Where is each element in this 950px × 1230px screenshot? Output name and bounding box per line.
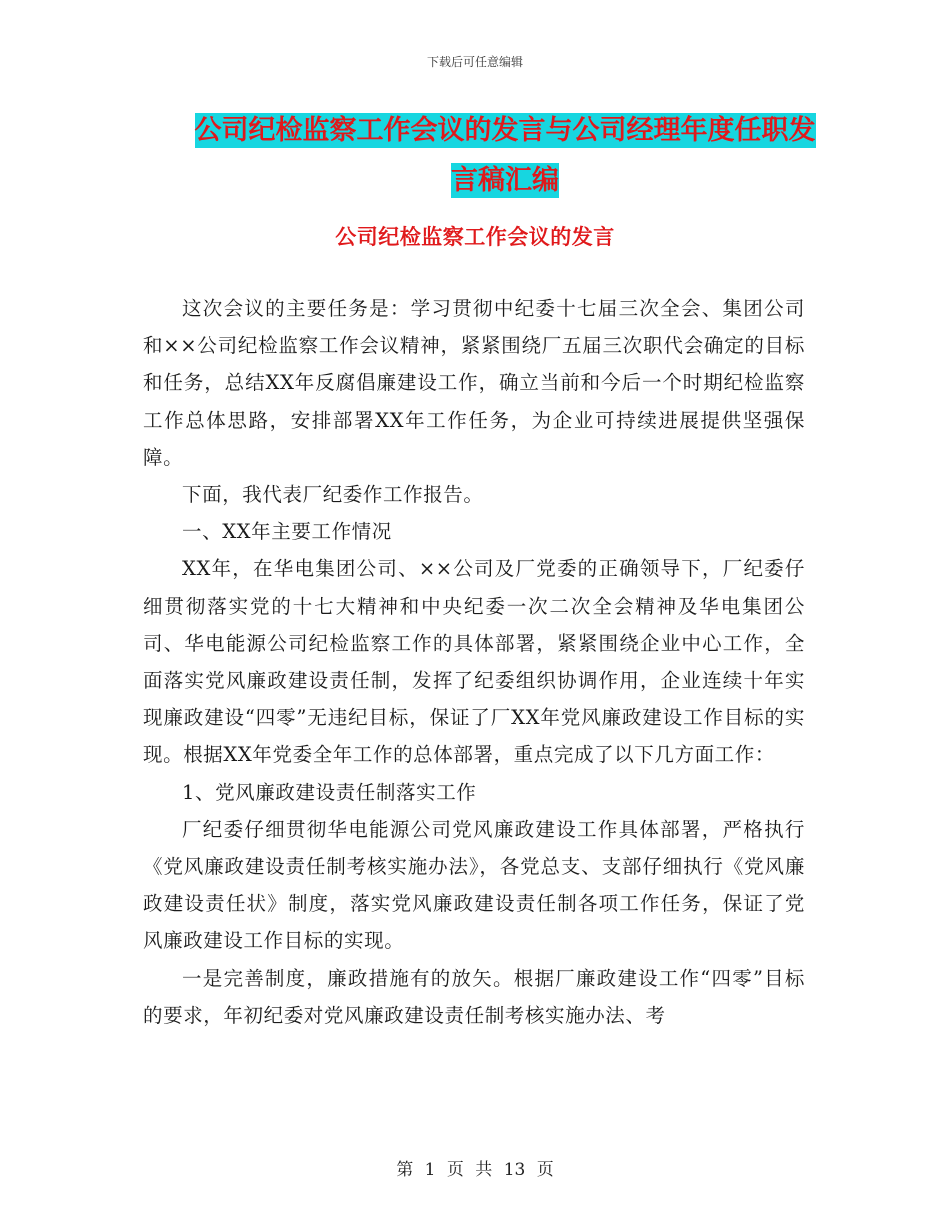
document-body <box>143 290 805 1034</box>
heading-1: 一、XX年主要工作情况 <box>182 520 392 544</box>
paragraph: 厂纪委仔细贯彻华电能源公司党风廉政建设工作具体部署，严格执行《党风廉政建设责任制考核实施办法》，各党总支、支部仔细执行《党风廉政建设责任状》制度，落实党风廉政建设责任制各项工作任务，保证了党风廉政建设工作目标的实现。 <box>143 817 805 953</box>
subheading-1: 1、党风廉政建设责任制落实工作 <box>182 780 477 804</box>
document-title-line-2: 言稿汇编 <box>451 165 559 196</box>
document-title-line-1: 公司纪检监察工作会议的发言与公司经理年度任职发 <box>194 115 816 146</box>
header-note: 下载后可任意编辑 <box>426 55 523 69</box>
page-number-footer: 第 1 页 共 13 页 <box>396 1160 554 1180</box>
section-title: 公司纪检监察工作会议的发言 <box>335 225 615 249</box>
paragraph: 这次会议的主要任务是：学习贯彻中纪委十七届三次全会、集团公司和××公司纪检监察工作会议精神，紧紧围绕厂五届三次职代会确定的目标和任务，总结XX年反腐倡廉建设工作，确立当前和今后一个时期纪检监察工作总体思路，安排部署XX年工作任务，为企业可持续进展提供坚强保障。 <box>143 297 805 469</box>
paragraph: XX年，在华电集团公司、××公司及厂党委的正确领导下，厂纪委仔细贯彻落实党的十七大精神和中央纪委一次二次全会精神及华电集团公司、华电能源公司纪检监察工作的具体部署，紧紧围绕企业中心工作，全面落实党风廉政建设责任制，发挥了纪委组织协调作用，企业连续十年实现廉政建设“四零”无违纪目标，保证了厂XX年党风廉政建设工作目标的实现。根据XX年党委全年工作的总体部署，重点完成了以下几方面工作： <box>143 557 805 767</box>
paragraph: 一是完善制度，廉政措施有的放矢。根据厂廉政建设工作“四零”目标的要求，年初纪委对党风廉政建设责任制考核实施办法、考 <box>143 966 805 1027</box>
paragraph: 下面，我代表厂纪委作工作报告。 <box>182 483 484 507</box>
document-title <box>185 106 825 206</box>
